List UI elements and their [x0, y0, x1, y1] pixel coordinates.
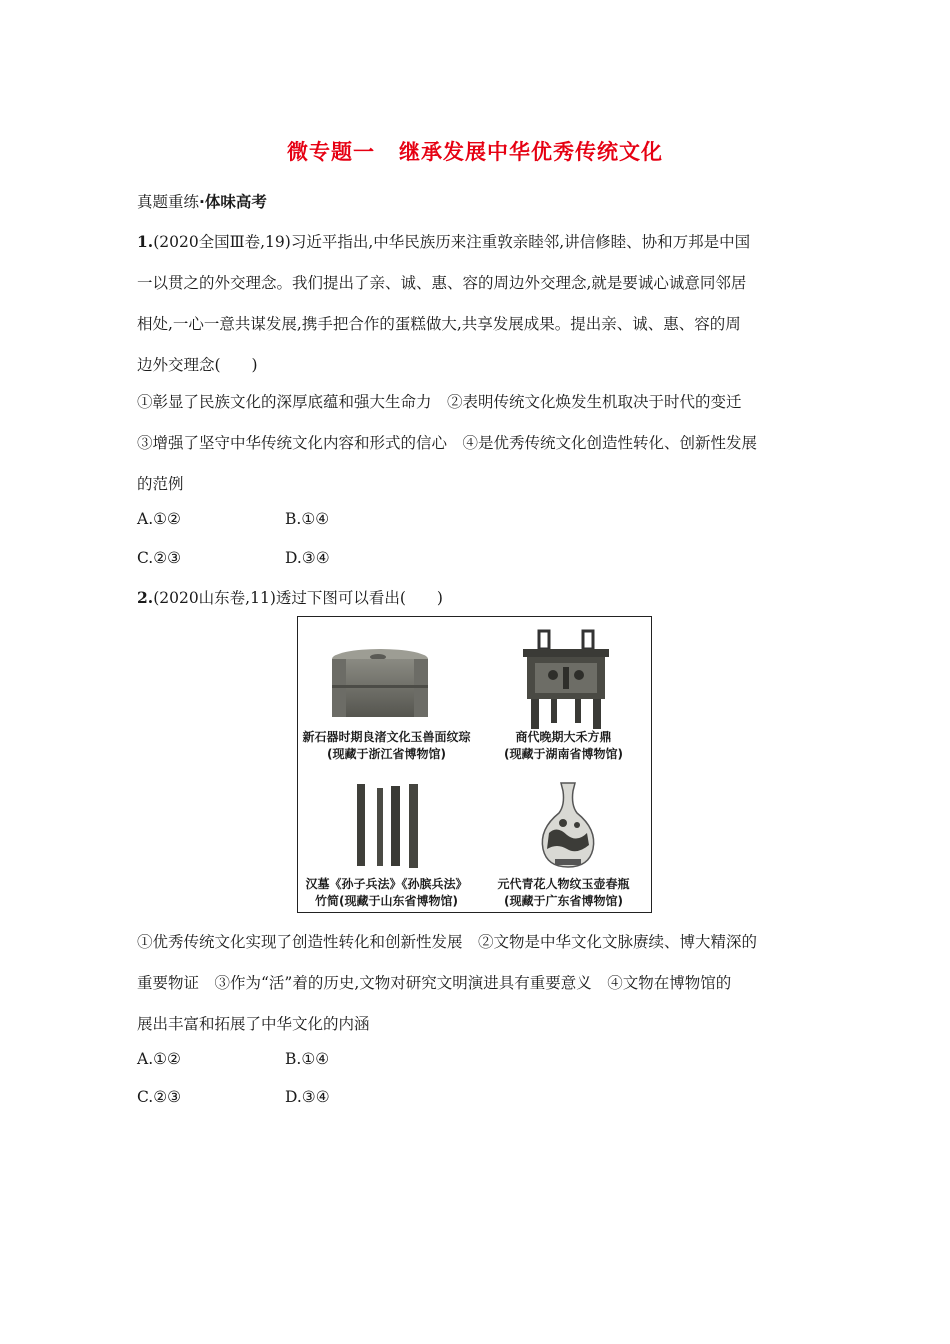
q1-stem-line-2: 一以贯之的外交理念。我们提出了亲、诚、惠、容的周边外交理念,就是要诚心诚意同邻居 — [137, 274, 747, 292]
q1-option-b[interactable]: B.①④ — [285, 510, 330, 528]
q1-option-a[interactable]: A.①② — [137, 510, 181, 528]
caption-bamboo-slips: 汉墓《孙子兵法》《孙膑兵法》 竹简(现藏于山东省博物馆) — [305, 877, 468, 908]
q2-option-b[interactable]: B.①④ — [285, 1050, 330, 1068]
porcelain-vase-image — [533, 779, 603, 871]
q2-stem: 2.(2020山东卷,11)透过下图可以看出( ) — [137, 588, 443, 607]
title-part1: 微专题一 — [287, 140, 375, 164]
q2-number: 2. — [137, 588, 154, 607]
page-title — [0, 136, 950, 166]
artifact-figure — [297, 616, 652, 913]
q1-option-c[interactable]: C.②③ — [137, 549, 182, 567]
q2-statement-line-2: 重要物证 ③作为“活”着的历史,文物对研究文明演进具有重要意义 ④文物在博物馆的 — [137, 974, 732, 992]
caption-jade-cong: 新石器时期良渚文化玉兽面纹琮 (现藏于浙江省博物馆) — [302, 730, 471, 761]
q2-statement-line-1: ①优秀传统文化实现了创造性转化和创新性发展 ②文物是中华文化文脉赓续、博大精深的 — [137, 933, 758, 951]
q2-option-a[interactable]: A.①② — [137, 1050, 181, 1068]
title-part2: 继承发展中华优秀传统文化 — [399, 140, 663, 164]
q1-stem-line-3: 相处,一心一意共谋发展,携手把合作的蛋糕做大,共享发展成果。提出亲、诚、惠、容的周 — [137, 315, 741, 333]
q1-option-d[interactable]: D.③④ — [285, 549, 330, 567]
bamboo-slips-image — [353, 782, 423, 870]
caption-vase: 元代青花人物纹玉壶春瓶 (现藏于广东省博物馆) — [497, 877, 630, 908]
q1-stem-line-4: 边外交理念( ) — [137, 356, 258, 374]
q1-statement-line-2: ③增强了坚守中华传统文化内容和形式的信心 ④是优秀传统文化创造性转化、创新性发展 — [137, 434, 758, 452]
jade-cong-image — [320, 645, 440, 725]
ding-vessel-image — [511, 627, 621, 735]
caption-ding: 商代晚期大禾方鼎 (现藏于湖南省博物馆) — [504, 730, 623, 761]
q2-statement-line-3: 展出丰富和拓展了中华文化的内涵 — [137, 1015, 370, 1033]
q2-option-c[interactable]: C.②③ — [137, 1088, 182, 1106]
q1-statement-line-3: 的范例 — [137, 475, 184, 493]
q1-statement-line-1: ①彰显了民族文化的深厚底蕴和强大生命力 ②表明传统文化焕发生机取决于时代的变迁 — [137, 393, 742, 411]
q1-stem-line-1: 1.(2020全国Ⅲ卷,19)习近平指出,中华民族历来注重敦亲睦邻,讲信修睦、协和万邦是中国 — [137, 232, 751, 251]
q2-option-d[interactable]: D.③④ — [285, 1088, 330, 1106]
section-heading: 真题重练·体味高考 — [137, 193, 267, 211]
q1-number: 1. — [137, 232, 154, 251]
